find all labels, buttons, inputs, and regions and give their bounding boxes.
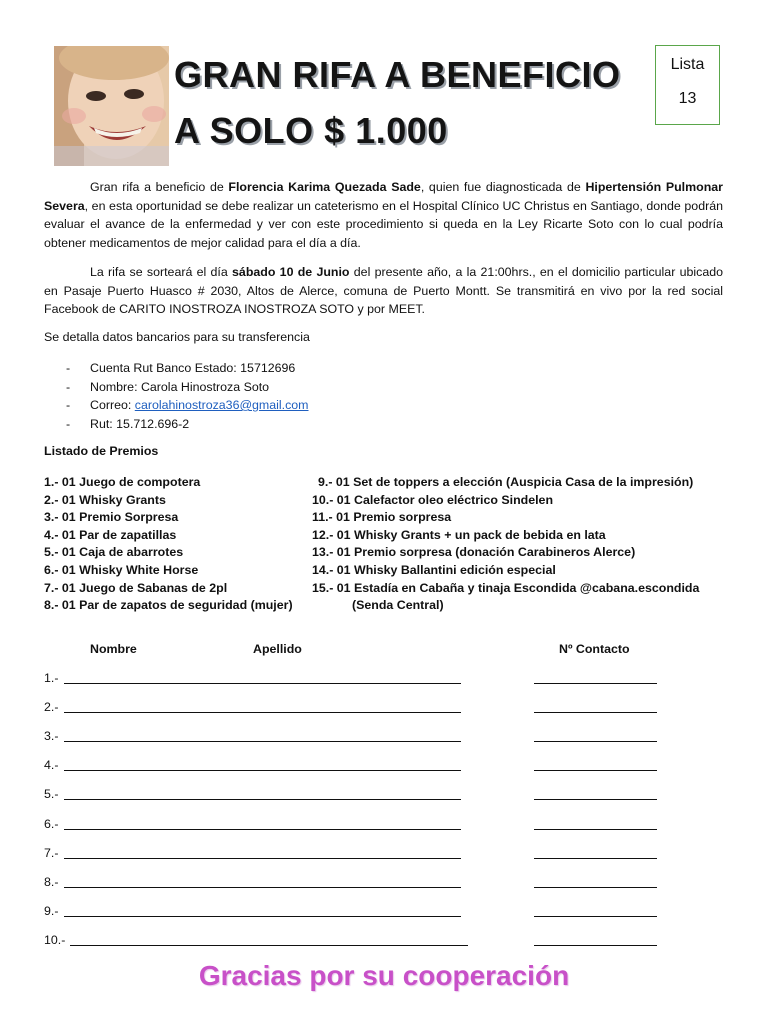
- list-dash: -: [66, 379, 71, 394]
- registration-row: [44, 729, 684, 749]
- prize-item: 10.- 01 Calefactor oleo eléctrico Sindelen: [312, 492, 554, 507]
- contact-fill-line[interactable]: [534, 887, 657, 888]
- bank-account-row: [66, 359, 309, 378]
- contact-fill-line[interactable]: [534, 829, 657, 830]
- email-label: Correo:: [90, 398, 135, 412]
- email-link[interactable]: carolahinostroza36@gmail.com: [134, 398, 309, 412]
- name-fill-line[interactable]: [64, 799, 461, 800]
- registration-row: [44, 904, 684, 924]
- contact-fill-line[interactable]: [534, 770, 657, 771]
- intro-text-3: , en esta oportunidad se debe realizar un cateterismo en el Hospital Clínico UC Christus en Santiago, donde podrán evaluar el avance de la enfermedad y ver con este procedimiento si queda en la Ley Ricarte Soto con lo cual podría obtener medicamentos de mejor calidad para el día a día.: [44, 198, 723, 250]
- bank-details-list: [66, 359, 309, 433]
- bank-details-label: Se detalla datos bancarios para su transferencia: [44, 330, 310, 344]
- registration-row: [44, 817, 684, 837]
- prize-item: 6.- 01 Whisky White Horse: [44, 562, 199, 577]
- contact-fill-line[interactable]: [534, 945, 657, 946]
- prize-item-continuation: (Senda Central): [352, 598, 444, 613]
- bank-email-row: [66, 396, 309, 415]
- list-dash: -: [66, 361, 71, 375]
- name-fill-line[interactable]: [64, 858, 461, 859]
- registration-row: [44, 875, 684, 895]
- name-fill-line[interactable]: [64, 741, 461, 742]
- registration-row: [44, 758, 684, 778]
- list-dash: -: [66, 398, 71, 412]
- prizes-left-column: [44, 474, 293, 615]
- prize-item: 8.- 01 Par de zapatos de seguridad (mujer): [44, 598, 293, 613]
- prize-item: 3.- 01 Premio Sorpresa: [44, 510, 179, 525]
- bank-rut: Rut: 15.712.696-2: [90, 416, 190, 431]
- bank-account: Cuenta Rut Banco Estado: 15712696: [90, 361, 296, 375]
- prize-item: 11.- 01 Premio sorpresa: [312, 510, 452, 525]
- registration-row: [44, 933, 684, 953]
- prize-item: 7.- 01 Juego de Sabanas de 2pl: [44, 580, 228, 595]
- registration-row: [44, 787, 684, 807]
- beneficiary-name: Florencia Karima Quezada Sade: [228, 180, 421, 194]
- diagnosis: Hipertensión Pulmonar Severa: [44, 180, 723, 213]
- prizes-right-column: [312, 474, 699, 615]
- prize-item: 13.- 01 Premio sorpresa (donación Carabineros Alerce): [312, 545, 636, 560]
- bank-rut-row: [66, 415, 309, 434]
- prize-item: 12.- 01 Whisky Grants + un pack de bebida en lata: [312, 527, 606, 542]
- draw-paragraph: [44, 263, 723, 319]
- prize-item: 9.- 01 Set de toppers a elección (Auspicia Casa de la impresión): [318, 475, 694, 489]
- registration-row: [44, 671, 684, 691]
- list-dash: -: [66, 416, 71, 431]
- intro-paragraph: [44, 178, 723, 252]
- bank-holder: Nombre: Carola Hinostroza Soto: [90, 379, 270, 394]
- prize-item: 15.- 01 Estadía en Cabaña y tinaja Escondida @cabana.escondida: [312, 580, 700, 595]
- row-number: 9.-: [44, 904, 59, 918]
- row-number: 5.-: [44, 787, 59, 801]
- prize-item: 1.- 01 Juego de compotera: [44, 475, 201, 489]
- registration-row: [44, 700, 684, 720]
- list-label: Lista: [670, 56, 705, 73]
- contact-fill-line[interactable]: [534, 712, 657, 713]
- contact-fill-line[interactable]: [534, 799, 657, 800]
- intro-text-2: , quien fue diagnosticada de: [420, 180, 586, 194]
- draw-date: sábado 10 de Junio: [232, 265, 350, 279]
- contact-fill-line[interactable]: [534, 916, 657, 917]
- bank-holder-row: [66, 378, 309, 397]
- prize-item: 4.- 01 Par de zapatillas: [44, 527, 177, 542]
- column-header-contact: Nº Contacto: [559, 642, 630, 656]
- name-fill-line[interactable]: [64, 712, 461, 713]
- row-number: 4.-: [44, 758, 59, 772]
- name-fill-line[interactable]: [64, 770, 461, 771]
- list-number: 13: [678, 90, 697, 107]
- row-number: 2.-: [44, 700, 59, 714]
- draw-text-2: del presente año, a la 21:00hrs., en el domicilio particular ubicado en Pasaje Puerto Huasco # 2030, Altos de Alerce, comuna de Puerto Montt. Se transmitirá en vivo por la red social Facebook de CARITO INOSTROZA INOSTROZA SOTO y por MEET.: [44, 265, 723, 317]
- row-number: 10.-: [44, 933, 66, 947]
- prize-item: 14.- 01 Whisky Ballantini edición especial: [312, 562, 556, 577]
- row-number: 3.-: [44, 729, 59, 743]
- list-number-box: [655, 45, 720, 125]
- contact-fill-line[interactable]: [534, 683, 657, 684]
- title-line-2: A SOLO $ 1.000: [174, 110, 448, 151]
- prizes-title: Listado de Premios: [44, 444, 159, 458]
- prize-item: 5.- 01 Caja de abarrotes: [44, 545, 184, 560]
- row-number: 7.-: [44, 846, 59, 860]
- row-number: 1.-: [44, 671, 59, 685]
- row-number: 6.-: [44, 817, 59, 831]
- name-fill-line[interactable]: [64, 887, 461, 888]
- name-fill-line[interactable]: [64, 683, 461, 684]
- contact-fill-line[interactable]: [534, 741, 657, 742]
- title-line-1: GRAN RIFA A BENEFICIO: [174, 54, 621, 95]
- name-fill-line[interactable]: [64, 829, 461, 830]
- row-number: 8.-: [44, 875, 59, 889]
- column-header-name: Nombre: [90, 642, 137, 656]
- name-fill-line[interactable]: [64, 916, 461, 917]
- draw-text-1: La rifa se sorteará el día: [90, 265, 233, 279]
- prize-item: 2.- 01 Whisky Grants: [44, 492, 166, 507]
- contact-fill-line[interactable]: [534, 858, 657, 859]
- column-header-surname: Apellido: [253, 642, 302, 656]
- registration-row: [44, 846, 684, 866]
- intro-text-1: Gran rifa a beneficio de: [90, 180, 229, 194]
- child-photo: [54, 46, 169, 166]
- name-fill-line[interactable]: [70, 945, 468, 946]
- thank-you-footer: Gracias por su cooperación: [198, 960, 570, 991]
